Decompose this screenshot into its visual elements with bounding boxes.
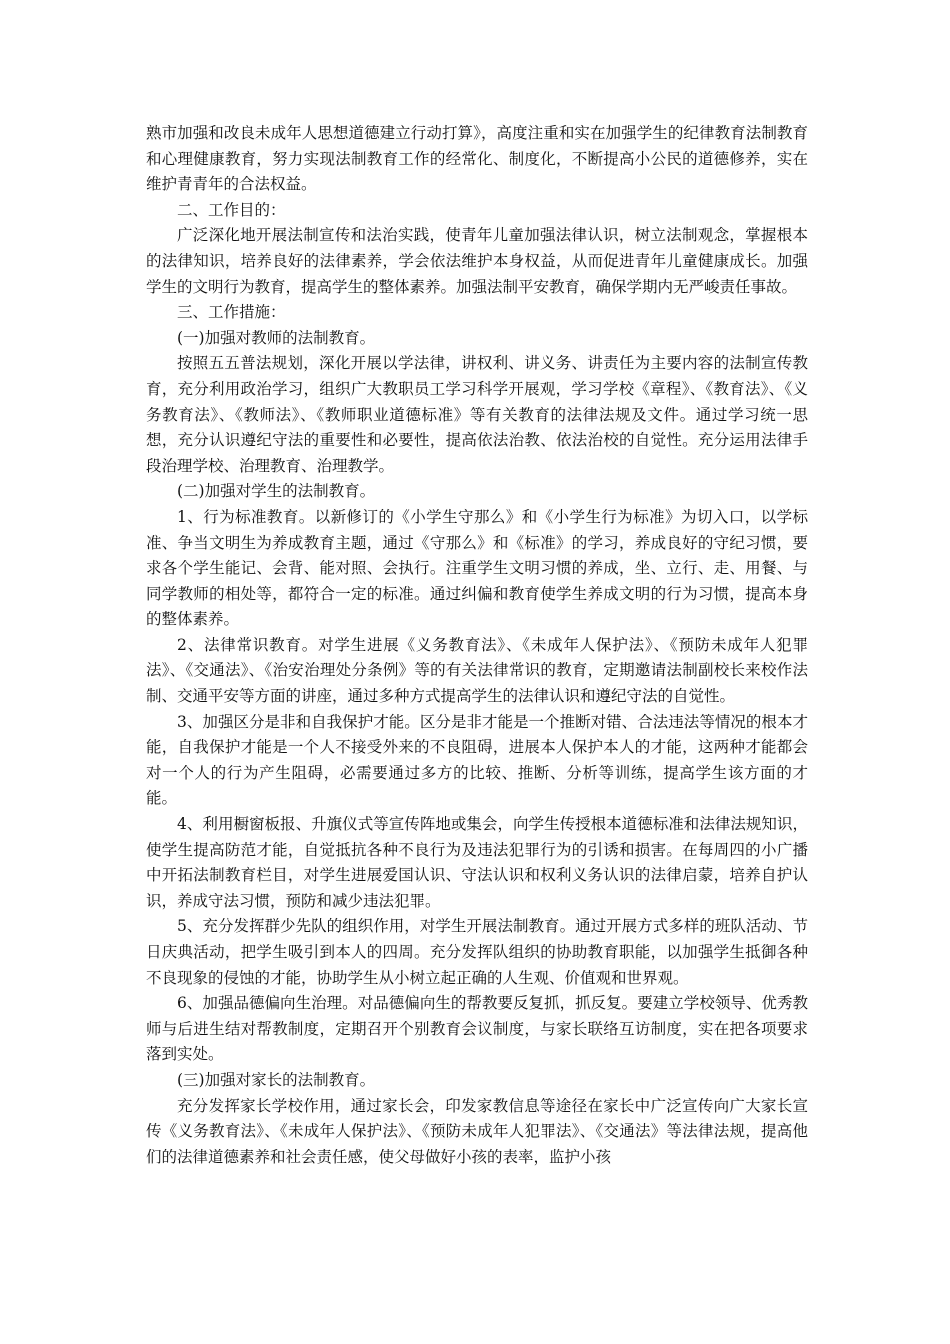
- subheading-students: (二)加强对学生的法制教育。: [177, 482, 376, 501]
- paragraph-parents: 充分发挥家长学校作用，通过家长会，印发家教信息等途径在家长中广泛宣传向广大家长宣传《义务教育法》、《未成年人保护法》、《预防未成年人犯罪法》、《交通法》等法律法规，提高他们的法律道德素养和社会责任感，使父母做好小孩的表率，监护小孩: [146, 1096, 808, 1166]
- paragraph-item-3: 3、加强区分是非和自我保护才能。区分是非才能是一个推断对错、合法违法等情况的根本才能，自我保护才能是一个人不接受外来的不良阻碍，进展本人保护本人的才能，这两种才能都会对一个人的行为产生阻碍，必需要通过多方的比较、推断、分析等训练，提高学生该方面的才能。: [146, 712, 808, 808]
- document-page: [146, 121, 808, 1170]
- paragraph-work-goal: 广泛深化地开展法制宣传和法治实践，使青年儿童加强法律认识，树立法制观念，掌握根本的法律知识，培养良好的法律素养，学会依法维护本身权益，从而促进青年儿童健康成长。加强学生的文明行为教育，提高学生的整体素养。加强法制平安教育，确保学期内无严峻责任事故。: [146, 226, 808, 296]
- subheading-teachers: (一)加强对教师的法制教育。: [177, 328, 376, 347]
- heading-work-measures: 三、工作措施：: [177, 303, 286, 322]
- subheading-parents: (三)加强对家长的法制教育。: [177, 1070, 376, 1089]
- paragraph-item-6: 6、加强品德偏向生治理。对品德偏向生的帮教要反复抓，抓反复。要建立学校领导、优秀教师与后进生结对帮教制度，定期召开个别教育会议制度，与家长联络互访制度，实在把各项要求落到实处。: [146, 994, 808, 1064]
- paragraph-item-2: 2、法律常识教育。对学生进展《义务教育法》、《未成年人保护法》、《预防未成年人犯罪法》、《交通法》、《治安治理处分条例》等的有关法律常识的教育，定期邀请法制副校长来校作法制、交通平安等方面的讲座，通过多种方式提高学生的法律认识和遵纪守法的自觉性。: [146, 635, 808, 706]
- paragraph-item-4: 4、利用橱窗板报、升旗仪式等宣传阵地或集会，向学生传授根本道德标准和法律法规知识，使学生提高防范才能，自觉抵抗各种不良行为及违法犯罪行为的引诱和损害。在每周四的小广播中开拓法制教育栏目，对学生进展爱国认识、守法认识和权利义务认识的法律启蒙，培养自护认识，养成守法习惯，预防和减少违法犯罪。: [146, 815, 808, 910]
- paragraph-item-5: 5、充分发挥群少先队的组织作用，对学生开展法制教育。通过开展方式多样的班队活动、节日庆典活动，把学生吸引到本人的四周。充分发挥队组织的协助教育职能，以加强学生抵御各种不良现象的侵蚀的才能，协助学生从小树立起正确的人生观、价值观和世界观。: [146, 917, 808, 987]
- paragraph-continuation: 熟市加强和改良未成年人思想道德建立行动打算》，高度注重和实在加强学生的纪律教育法制教育和心理健康教育，努力实现法制教育工作的经常化、制度化，不断提高小公民的道德修养，实在维护青青年的合法权益。: [146, 124, 808, 194]
- paragraph-teachers: 按照五五普法规划，深化开展以学法律，讲权利、讲义务、讲责任为主要内容的法制宣传教育，充分利用政治学习，组织广大教职员工学习科学开展观，学习学校《章程》、《教育法》、《义务教育法》、《教师法》、《教师职业道德标准》等有关教育的法律法规及文件。通过学习统一思想，充分认识遵纪守法的重要性和必要性，提高依法治教、依法治校的自觉性。充分运用法律手段治理学校、治理教育、治理教学。: [146, 354, 808, 475]
- heading-work-goal: 二、工作目的：: [177, 200, 286, 219]
- paragraph-item-1: 1、行为标准教育。以新修订的《小学生守那么》和《小学生行为标准》为切入口，以学标准、争当文明生为养成教育主题，通过《守那么》和《标准》的学习，养成良好的守纪习惯，要求各个学生能记、会背、能对照、会执行。注重学生文明习惯的养成，坐、立行、走、用餐、与同学教师的相处等，都符合一定的标准。通过纠偏和教育使学生养成文明的行为习惯，提高本身的整体素养。: [146, 507, 808, 629]
